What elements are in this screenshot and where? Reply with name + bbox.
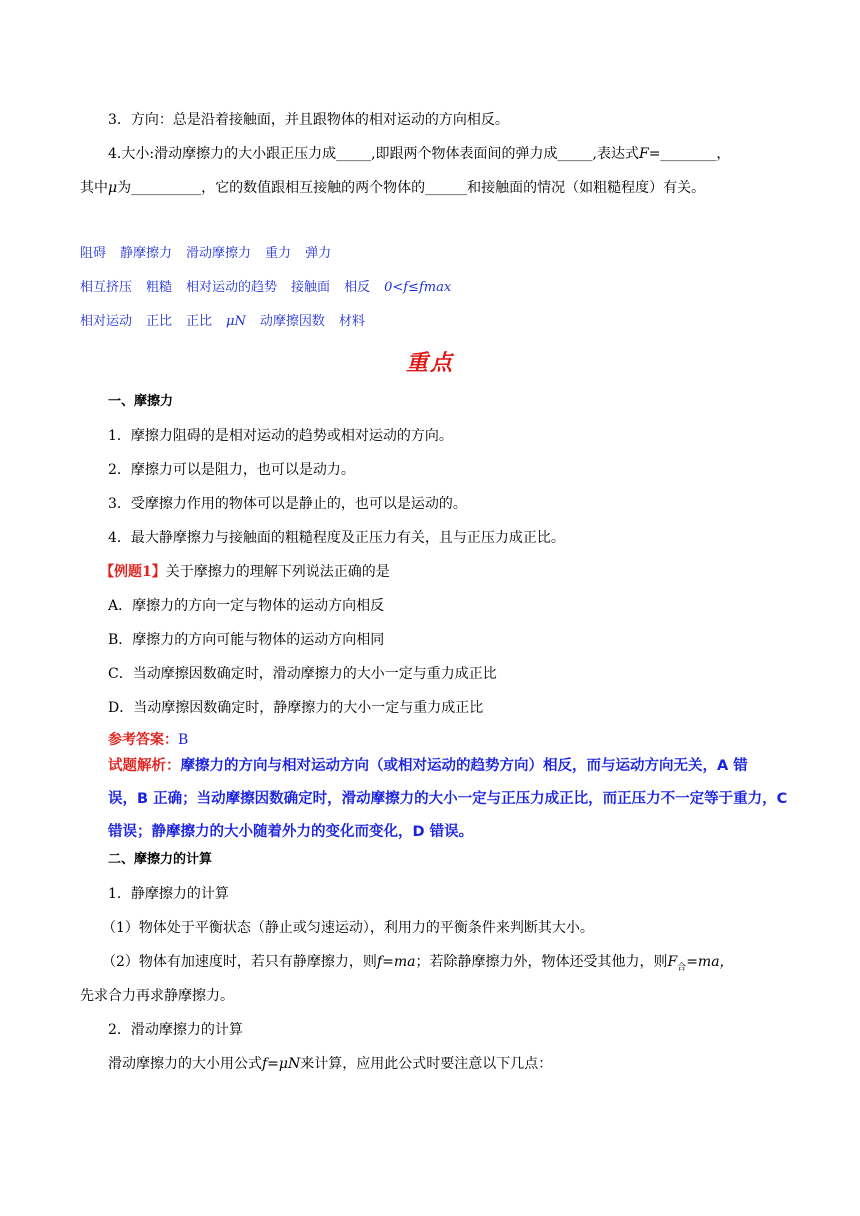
answer-line: 参考答案：B <box>108 732 189 748</box>
s2-para-1: （1）物体处于平衡状态（静止或匀速运动），利用力的平衡条件来判断其大小。 <box>102 920 594 936</box>
magnitude-line: 4.大小:滑动摩擦力的大小跟正压力成_____,即跟两个物体表面间的弹力成_____,表达式F=________， <box>108 146 731 162</box>
analysis-line-1: 试题解析：摩擦力的方向与相对运动方向（或相对运动的趋势方向）相反，而与运动方向无关，A 错 <box>108 758 748 774</box>
answers-row-2: 相互挤压 粗糙 相对运动的趋势 接触面 相反 0<f≤fmax <box>80 280 452 295</box>
answers-row-3: 相对运动 正比 正比 μN 动摩擦因数 材料 <box>80 314 365 329</box>
section-title: 重点 <box>405 350 454 376</box>
s1-item-2: 2．摩擦力可以是阻力，也可以是动力。 <box>108 462 355 478</box>
s2-heading: 二、摩擦力的计算 <box>108 852 213 867</box>
s2-para-2: （2）物体有加速度时，若只有静摩擦力，则f=ma；若除静摩擦力外，物体还受其他力，则$F_合=ma$， <box>102 954 734 973</box>
answers-row-1: 阻碍 静摩擦力 滑动摩擦力 重力 弹力 <box>80 246 332 261</box>
example-question: 【例题1】关于摩擦力的理解下列说法正确的是 <box>100 564 390 580</box>
s1-heading: 一、摩擦力 <box>108 394 174 409</box>
s2-para-3: 先求合力再求静摩擦力。 <box>80 988 234 1004</box>
option-d: D．当动摩擦因数确定时，静摩擦力的大小一定与重力成正比 <box>108 700 484 716</box>
option-a: A．摩擦力的方向一定与物体的运动方向相反 <box>108 598 385 614</box>
s2-sub-1: 1．静摩擦力的计算 <box>108 886 229 902</box>
s1-item-3: 3．受摩擦力作用的物体可以是静止的，也可以是运动的。 <box>108 496 467 512</box>
magnitude-line-cont: 其中μ为__________，它的数值跟相互接触的两个物体的______和接触面的情况（如粗糙程度）有关。 <box>80 180 706 196</box>
s2-sub-2: 2．滑动摩擦力的计算 <box>108 1022 243 1038</box>
s1-item-1: 1．摩擦力阻碍的是相对运动的趋势或相对运动的方向。 <box>108 428 453 444</box>
option-c: C．当动摩擦因数确定时，滑动摩擦力的大小一定与重力成正比 <box>108 666 497 682</box>
s2-para-4: 滑动摩擦力的大小用公式f=μN来计算，应用此公式时要注意以下几点： <box>108 1056 553 1072</box>
direction-line: 3．方向：总是沿着接触面，并且跟物体的相对运动的方向相反。 <box>108 112 509 128</box>
option-b: B．摩擦力的方向可能与物体的运动方向相同 <box>108 632 385 648</box>
analysis-block <box>108 750 788 849</box>
s1-item-4: 4．最大静摩擦力与接触面的粗糙程度及正压力有关，且与正压力成正比。 <box>108 530 565 546</box>
analysis-line-3: 错误；静摩擦力的大小随着外力的变化而变化，D 错误。 <box>108 824 474 840</box>
analysis-line-2: 误，B 正确；当动摩擦因数确定时，滑动摩擦力的大小一定与正压力成正比，而正压力不一定等于重力，C <box>108 791 788 807</box>
